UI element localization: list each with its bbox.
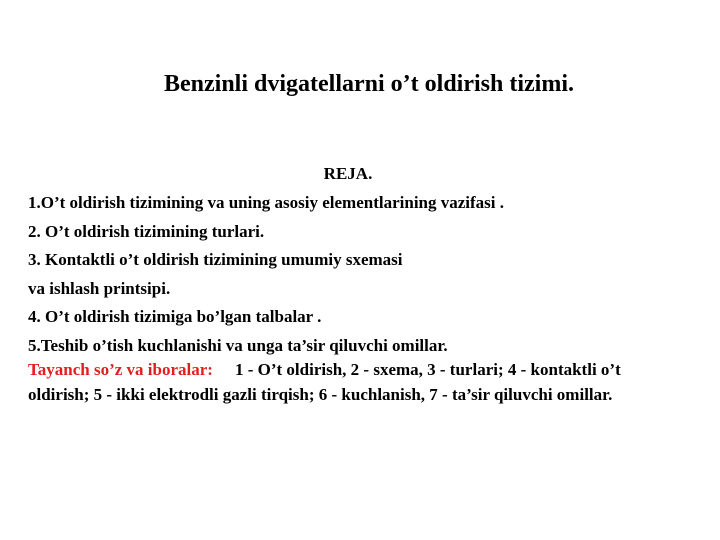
plan-item-2: 2. O’t oldirish tizimining turlari. [28, 221, 265, 241]
plan-list [28, 189, 688, 360]
plan-item-3-continued: va ishlash printsipi. [28, 278, 171, 298]
keywords-paragraph [28, 357, 668, 407]
slide-title: Benzinli dvigatellarni o’t oldirish tizimi. [164, 71, 574, 97]
keywords-text: 1 - O’t oldirish, 2 - sxema, 3 - turlari; 4 - kontaktli o’t oldirish; 5 - ikki elektrodli gazli tirqish; 6 - kuchlanish, 7 - ta’sir qiluvchi omillar. [28, 360, 621, 404]
plan-item-5: 5.Teshib o’tish kuchlanishi va unga ta’sir qiluvchi omillar. [28, 335, 448, 355]
plan-item-1: 1.O’t oldirish tizimining va uning asosiy elementlarining vazifasi . [28, 193, 505, 212]
keywords-label: Tayanch so’z va iboralar: [28, 360, 213, 379]
plan-item-3: 3. Kontaktli o’t oldirish tizimining umumiy sxemasi [28, 250, 403, 269]
plan-heading: REJA. [323, 164, 373, 183]
plan-item-4: 4. O’t oldirish tizimiga bo’lgan talbalar . [28, 307, 322, 326]
